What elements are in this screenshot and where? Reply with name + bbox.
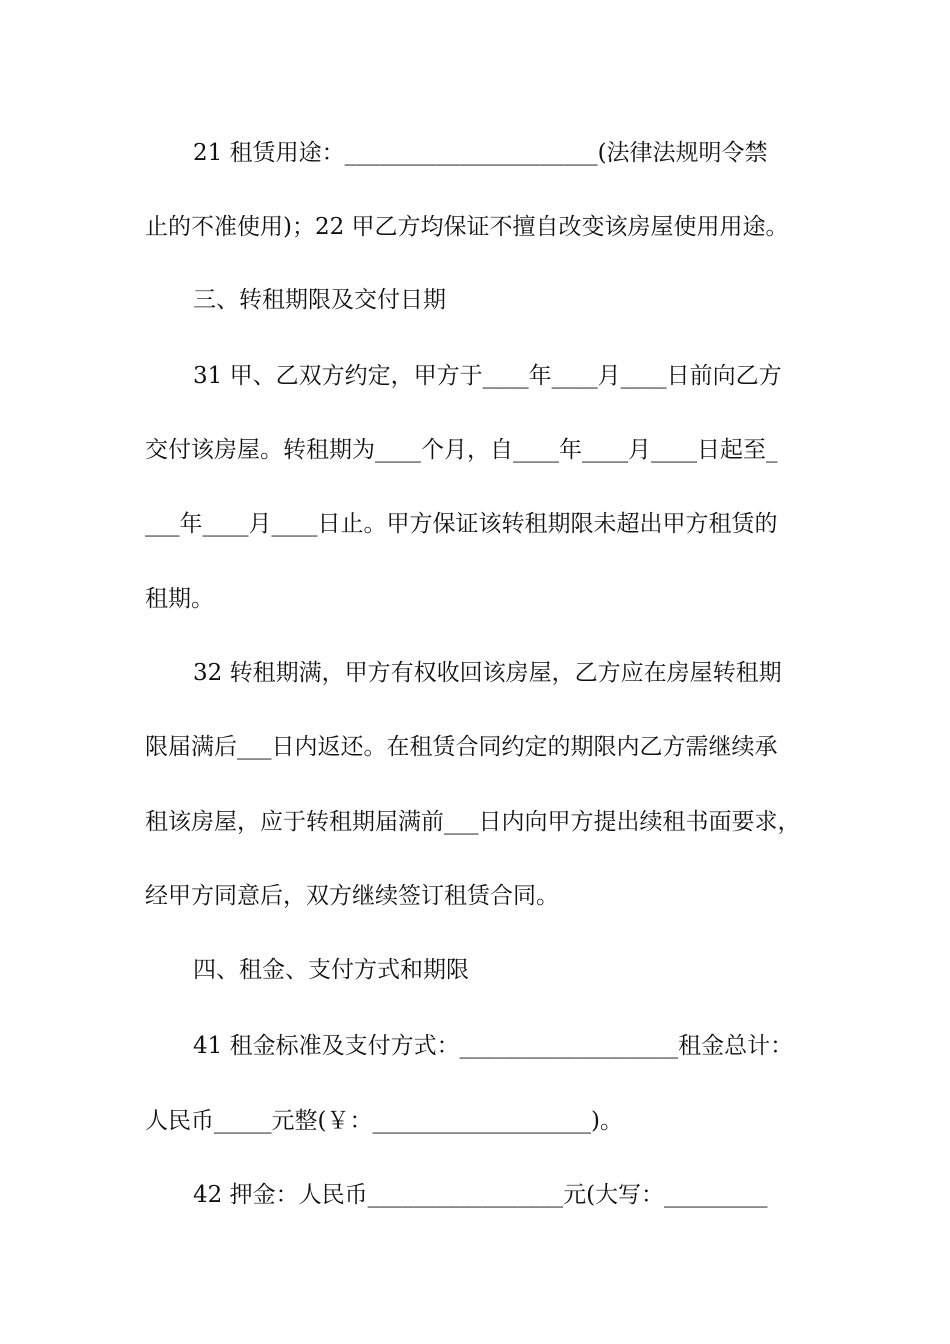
paragraph-line: 经甲方同意后，双方继续签订租赁合同。 <box>145 883 559 909</box>
paragraph-line: 人民币_____元整(￥：___________________)。 <box>145 1108 623 1134</box>
paragraph-line: 32 转租期满，甲方有权收回该房屋，乙方应在房屋转租期 <box>193 660 782 686</box>
paragraph-line: 租该房屋，应于转租期届满前___日内向甲方提出续租书面要求， <box>145 809 801 835</box>
paragraph-line: 限届满后___日内返还。在租赁合同约定的期限内乙方需继续承 <box>145 734 778 760</box>
paragraph-line: 交付该房屋。转租期为____个月，自____年____月____日起至_ <box>145 437 778 463</box>
paragraph-line: 41 租金标准及支付方式：___________________租金总计： <box>193 1033 794 1059</box>
paragraph-line: 31 甲、乙双方约定，甲方于____年____月____日前向乙方 <box>193 363 782 389</box>
paragraph-line: 租期。 <box>145 586 214 612</box>
paragraph-line: 21 租赁用途：______________________(法律法规明令禁 <box>193 140 768 166</box>
paragraph-line: 止的不准使用)；22 甲乙方均保证不擅自改变该房屋使用用途。 <box>145 214 789 240</box>
paragraph-line: 42 押金：人民币_________________元(大写：_________ <box>193 1182 768 1208</box>
section-heading: 四、租金、支付方式和期限 <box>193 957 469 983</box>
section-heading: 三、转租期限及交付日期 <box>193 287 446 313</box>
paragraph-line: ___年____月____日止。甲方保证该转租期限未超出甲方租赁的 <box>145 511 778 537</box>
